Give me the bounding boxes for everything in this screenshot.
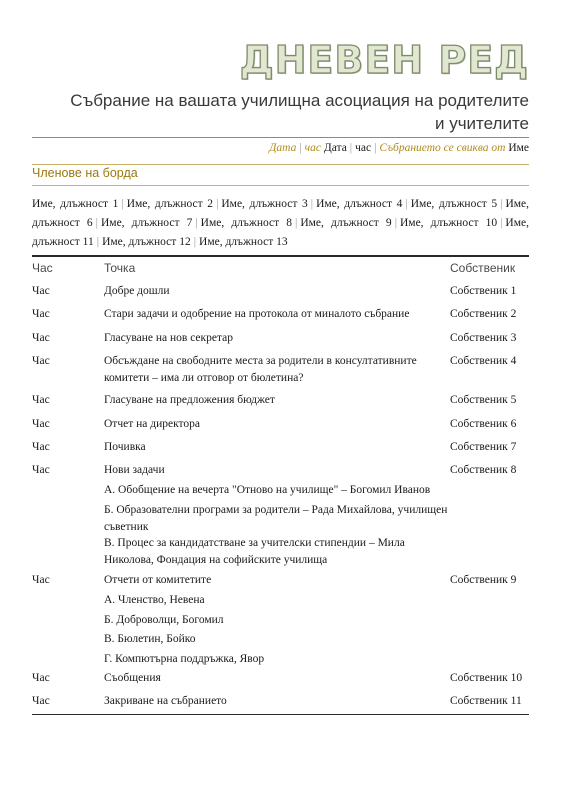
- agenda-subitem[interactable]: Б. Образователни програми за родители – Рада Михайлова, училищен съветник: [104, 504, 448, 533]
- agenda-row-owner[interactable]: Собственик 1: [450, 285, 517, 297]
- board-member[interactable]: Име, длъжност 11: [32, 217, 529, 248]
- agenda-row-time[interactable]: Час: [32, 672, 50, 684]
- agenda-subitem[interactable]: В. Бюлетин, Бойко: [104, 633, 196, 645]
- member-separator: |: [121, 198, 124, 210]
- agenda-row-owner[interactable]: Собственик 9: [450, 574, 517, 586]
- agenda-row-owner[interactable]: Собственик 11: [450, 695, 522, 707]
- board-heading: Членове на борда: [32, 166, 138, 180]
- member-separator: |: [295, 217, 298, 229]
- board-member[interactable]: Име, длъжност 4: [316, 198, 403, 210]
- time-value[interactable]: час: [355, 142, 372, 154]
- column-header-time: Час: [32, 261, 53, 275]
- board-member[interactable]: Име, длъжност 3: [221, 198, 308, 210]
- board-top-divider: [32, 164, 529, 165]
- agenda-row-owner[interactable]: Собственик 6: [450, 418, 517, 430]
- convened-value[interactable]: Име: [508, 142, 529, 154]
- agenda-row-time[interactable]: Час: [32, 332, 50, 344]
- board-member[interactable]: Име, длъжност 9: [300, 217, 392, 229]
- agenda-row-item[interactable]: Отчети от комитетите: [104, 574, 212, 586]
- board-member[interactable]: Име, длъжност 2: [126, 198, 214, 210]
- member-separator: |: [405, 198, 408, 210]
- agenda-row-owner[interactable]: Собственик 5: [450, 394, 517, 406]
- member-separator: |: [193, 236, 197, 248]
- agenda-row-owner[interactable]: Собственик 2: [450, 308, 517, 320]
- board-member[interactable]: Име, длъжност 10: [400, 217, 498, 229]
- board-members-list: [32, 195, 529, 252]
- member-separator: |: [310, 198, 314, 210]
- agenda-row-item[interactable]: Почивка: [104, 441, 146, 453]
- agenda-subitem[interactable]: Б. Доброволци, Богомил: [104, 614, 224, 626]
- agenda-row-time[interactable]: Час: [32, 394, 50, 406]
- agenda-row-time[interactable]: Час: [32, 308, 50, 320]
- board-member[interactable]: Име, длъжност 1: [32, 198, 119, 210]
- board-member[interactable]: Име, длъжност 7: [100, 217, 193, 229]
- member-separator: |: [96, 236, 100, 248]
- document-subtitle: Събрание на вашата училищна асоциация на родителите и учителите: [70, 91, 529, 133]
- agenda-row-item[interactable]: Отчет на директора: [104, 418, 201, 430]
- agenda-row-owner[interactable]: Собственик 4: [450, 355, 517, 367]
- member-separator: |: [95, 217, 98, 229]
- date-label: Дата: [269, 142, 297, 154]
- agenda-row-time[interactable]: Час: [32, 441, 50, 453]
- time-label: час: [304, 142, 321, 154]
- agenda-row-item[interactable]: Гласуване на нов секретар: [104, 332, 233, 344]
- member-separator: |: [500, 217, 503, 229]
- convened-label: Събранието се свиква от: [379, 142, 506, 154]
- agenda-subitem[interactable]: А. Членство, Невена: [104, 594, 205, 606]
- agenda-row-time[interactable]: Час: [32, 285, 50, 297]
- member-separator: |: [195, 217, 198, 229]
- board-member[interactable]: Име, длъжност 6: [32, 198, 529, 229]
- board-member[interactable]: Име, длъжност 8: [200, 217, 293, 229]
- member-separator: |: [394, 217, 397, 229]
- column-header-owner: Собственик: [450, 261, 516, 275]
- agenda-row-time[interactable]: Час: [32, 695, 50, 707]
- agenda-row-owner[interactable]: Собственик 8: [450, 464, 517, 476]
- agenda-row-item[interactable]: Закриване на събранието: [104, 695, 227, 707]
- agenda-subitem[interactable]: Г. Компютърна поддръжка, Явор: [104, 653, 265, 665]
- column-header-item: Точка: [104, 261, 136, 275]
- table-bottom-divider: [32, 714, 529, 715]
- agenda-row-item[interactable]: Съобщения: [104, 672, 161, 684]
- document-title: ДНЕВЕН РЕД: [239, 38, 529, 82]
- agenda-row-owner[interactable]: Собственик 10: [450, 672, 523, 684]
- agenda-row-owner[interactable]: Собственик 7: [450, 441, 517, 453]
- agenda-row-item[interactable]: Обсъждане на свободните места за родители в консултативните комитети – има ли отговор от бюлетина?: [104, 355, 417, 384]
- agenda-row-item[interactable]: Стари задачи и одобрение на протокола от миналото събрание: [104, 308, 410, 320]
- agenda-row-time[interactable]: Час: [32, 464, 50, 476]
- date-value[interactable]: Дата: [323, 142, 347, 154]
- agenda-row-item[interactable]: Добре дошли: [104, 285, 170, 297]
- agenda-row-item[interactable]: Нови задачи: [104, 464, 165, 476]
- table-header-divider: [32, 255, 529, 257]
- board-member[interactable]: Име, длъжност 13: [199, 236, 288, 248]
- board-bottom-divider: [32, 185, 529, 186]
- agenda-subitem[interactable]: А. Обобщение на вечерта "Отново на училище" – Богомил Иванов: [104, 484, 431, 496]
- member-separator: |: [216, 198, 219, 210]
- agenda-row-time[interactable]: Час: [32, 355, 50, 367]
- agenda-subitem[interactable]: В. Процес за кандидатстване за учителски стипендии – Мила Николова, Фондация на софийските училища: [104, 537, 405, 566]
- agenda-row-time[interactable]: Час: [32, 418, 50, 430]
- member-separator: |: [500, 198, 503, 210]
- board-member[interactable]: Име, длъжност 5: [410, 198, 498, 210]
- agenda-row-owner[interactable]: Собственик 3: [450, 332, 517, 344]
- header-divider: [32, 137, 529, 138]
- meeting-meta: Дата | час Дата | час | Събранието се свиква от Име: [269, 142, 529, 154]
- agenda-row-item[interactable]: Гласуване на предложения бюджет: [104, 394, 275, 406]
- board-member[interactable]: Име, длъжност 12: [102, 236, 191, 248]
- agenda-row-time[interactable]: Час: [32, 574, 50, 586]
